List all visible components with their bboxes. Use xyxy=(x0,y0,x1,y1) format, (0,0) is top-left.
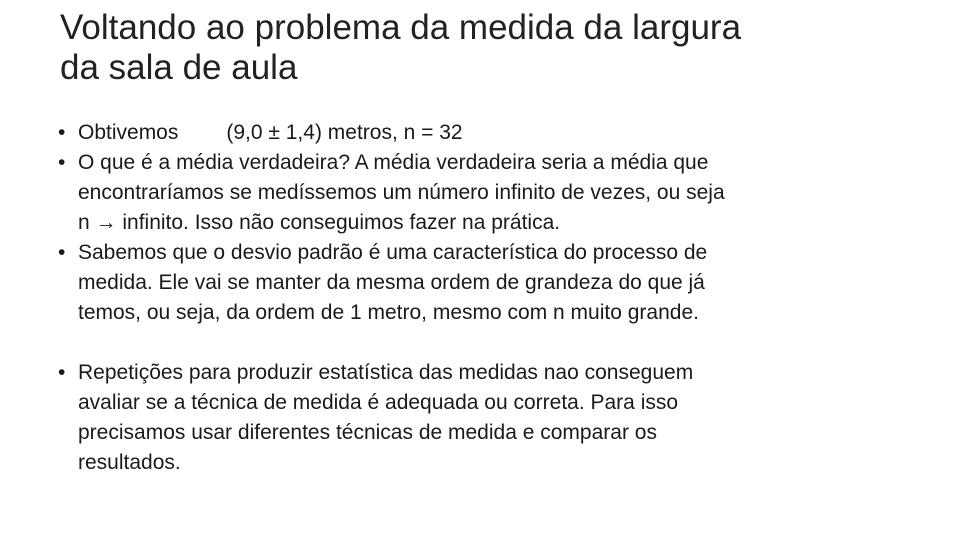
bullet-icon: • xyxy=(58,241,66,264)
result-value-text: (9,0 ± 1,4) metros, n = 32 xyxy=(226,121,463,144)
bullet-line xyxy=(78,118,918,148)
bullet-icon: • xyxy=(58,121,66,144)
bullet-line: O que é a média verdadeira? A média verdadeira seria a média que xyxy=(78,151,709,174)
bullet-line: Sabemos que o desvio padrão é uma característica do processo de xyxy=(78,241,708,264)
bullet-line: resultados. xyxy=(78,451,181,474)
bullet-line: medida. Ele vai se manter da mesma ordem de grandeza do que já xyxy=(78,271,705,294)
bullet-icon: • xyxy=(58,151,66,174)
bullet-line: n → infinito. Isso não conseguimos fazer na prática. xyxy=(78,211,561,234)
bullet-line: avaliar se a técnica de medida é adequada ou correta. Para isso xyxy=(78,391,679,414)
bullet-icon: • xyxy=(58,361,66,384)
bullet-item-true-mean xyxy=(58,148,918,238)
bullet-item-repetitions xyxy=(58,358,918,478)
bullet-spacer xyxy=(58,328,918,358)
bullet-item-std-dev xyxy=(58,238,918,328)
bullet-list xyxy=(58,118,918,478)
bullet-line: precisamos usar diferentes técnicas de medida e comparar os xyxy=(78,421,657,444)
result-lead-text: Obtivemos xyxy=(78,121,179,144)
bullet-line: temos, ou seja, da ordem de 1 metro, mesmo com n muito grande. xyxy=(78,301,699,324)
slide-title xyxy=(60,8,920,88)
slide-title-line: da sala de aula xyxy=(60,48,298,87)
bullet-line: encontraríamos se medíssemos um número infinito de vezes, ou seja xyxy=(78,181,725,204)
bullet-item-result xyxy=(58,118,918,148)
slide-title-line: Voltando ao problema da medida da largura xyxy=(60,8,742,47)
bullet-line: Repetições para produzir estatística das medidas nao conseguem xyxy=(78,361,694,384)
